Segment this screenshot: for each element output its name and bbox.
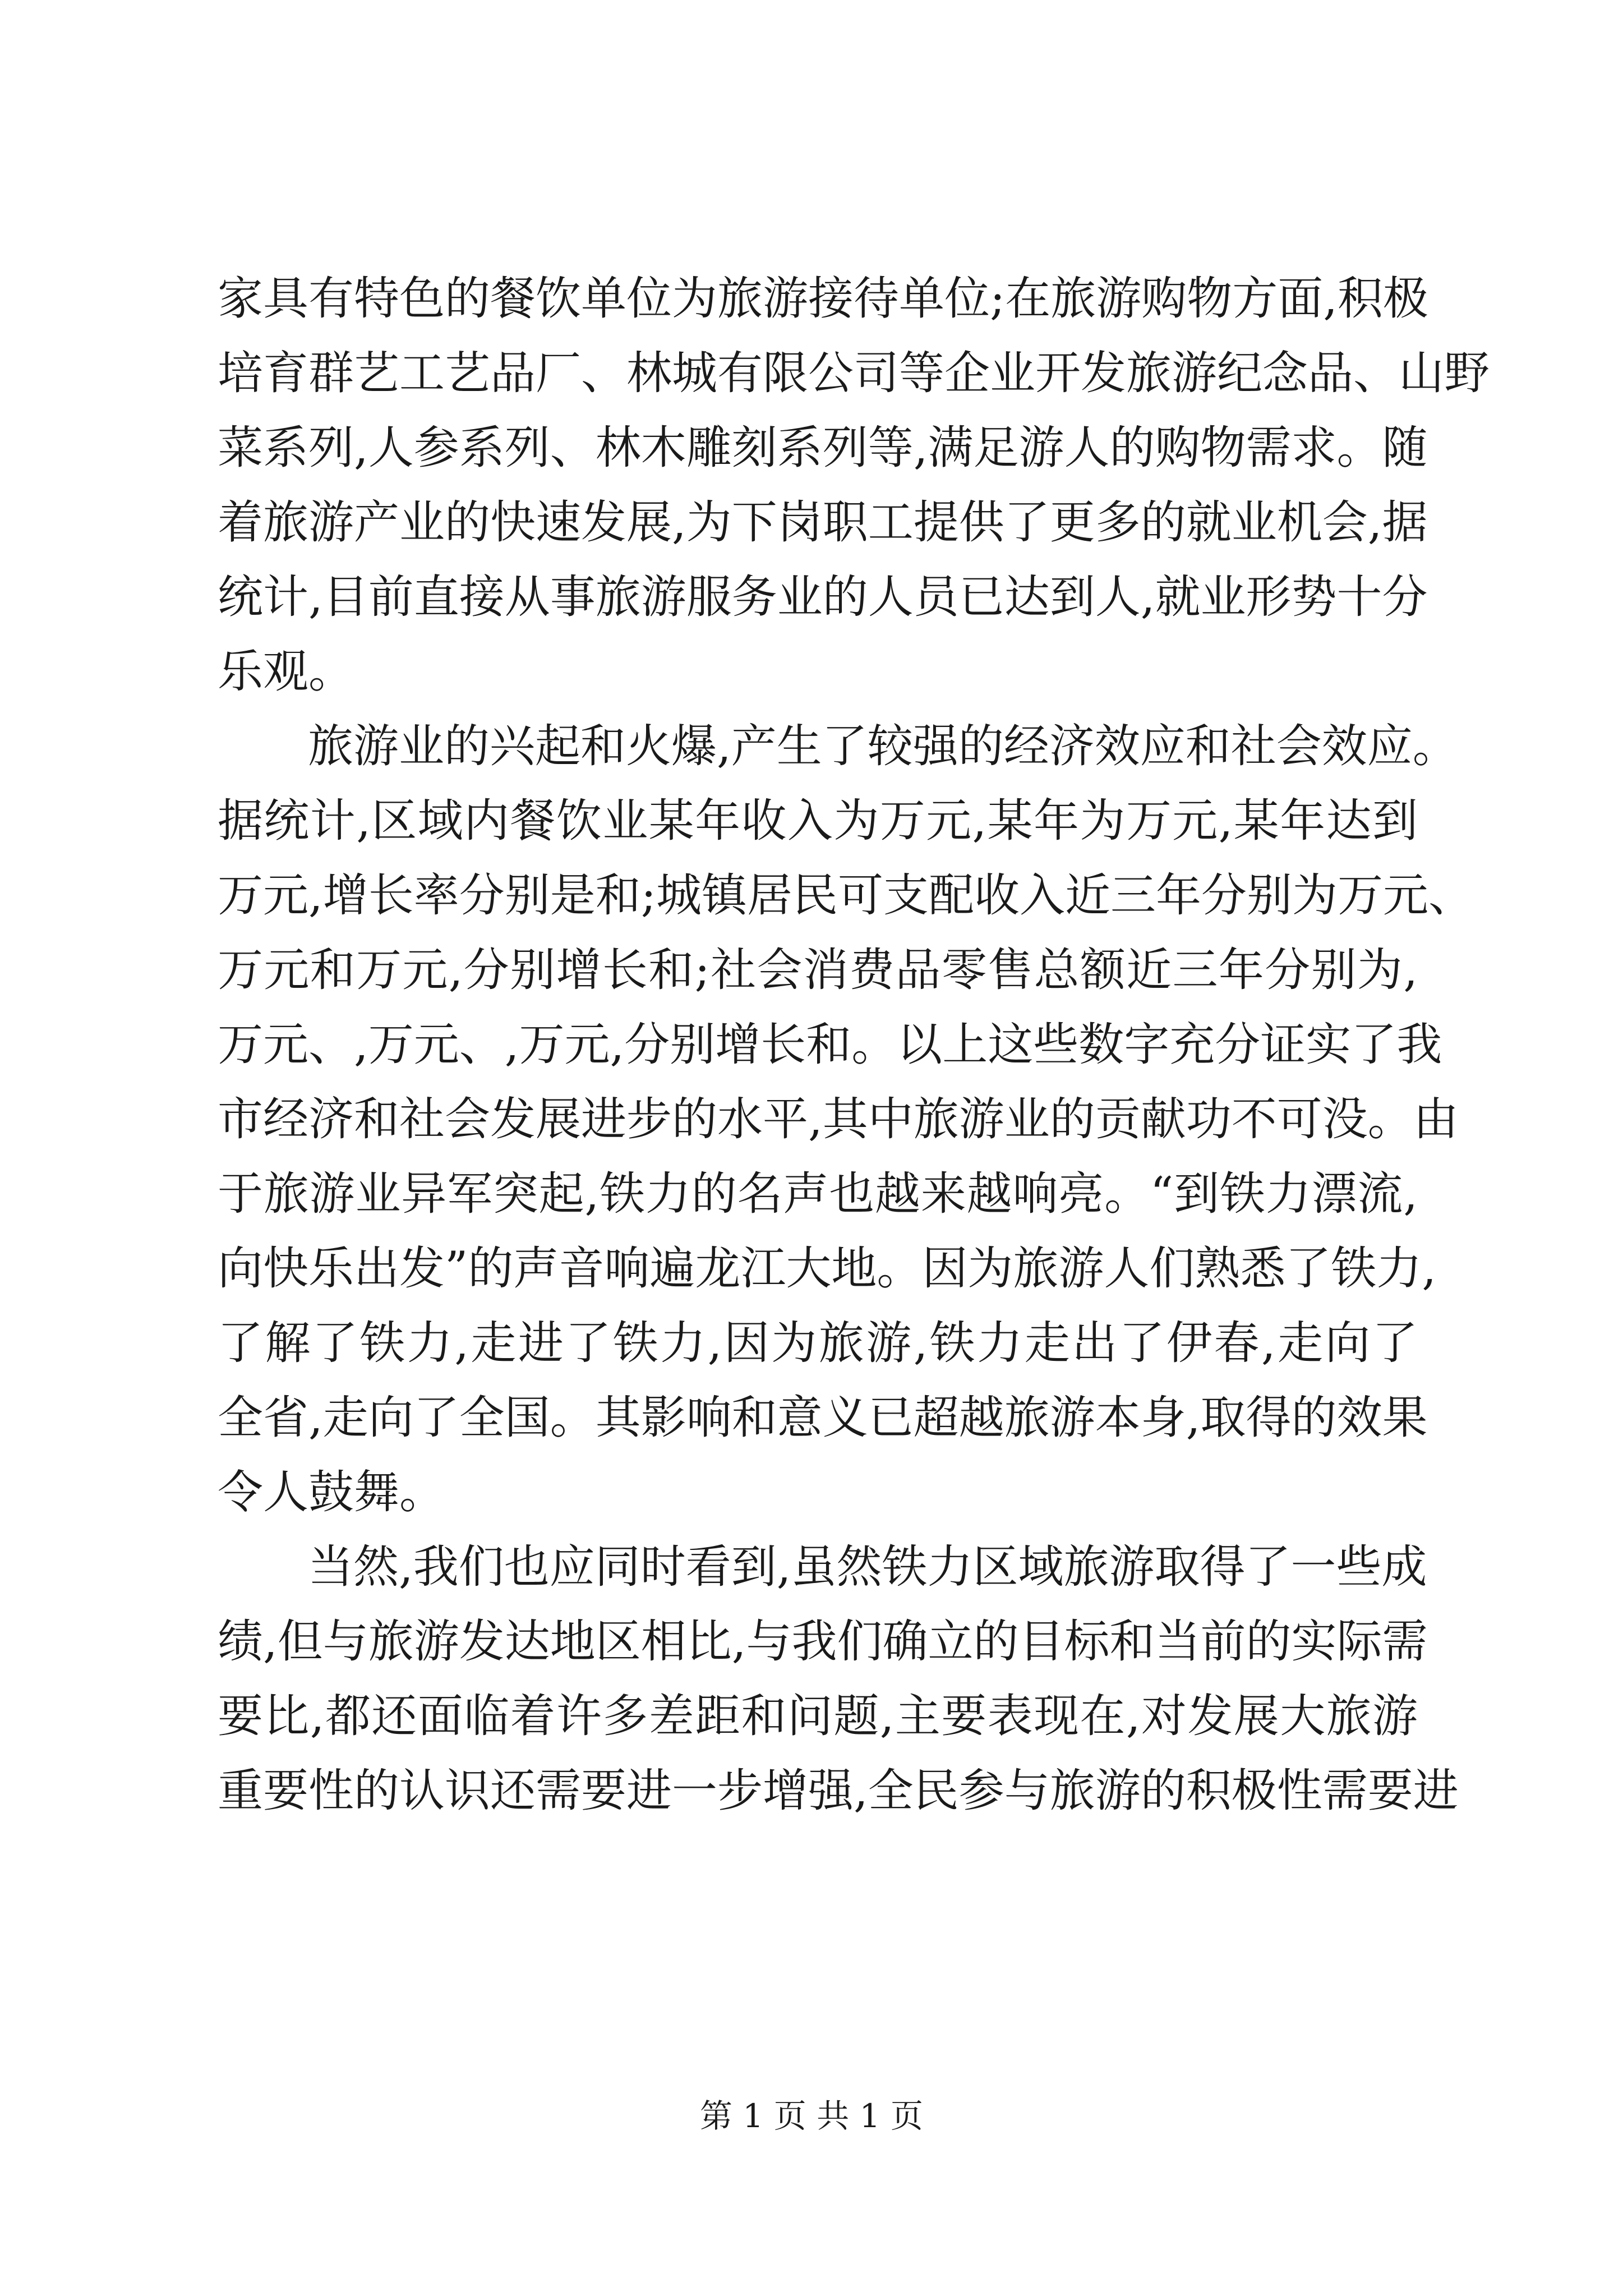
text-line: 了解了铁力,走进了铁力,因为旅游,铁力走出了伊春,走向了	[218, 1317, 1418, 1370]
text-line: 着旅游产业的快速发展,为下岗职工提供了更多的就业机会,据	[218, 496, 1428, 549]
text-line: 据统计,区域内餐饮业某年收入为万元,某年为万元,某年达到	[218, 795, 1418, 848]
paragraph-first-line: 旅游业的兴起和火爆,产生了较强的经济效应和社会效应。	[308, 720, 1458, 773]
text-line: 培育群艺工艺品厂、林城有限公司等企业开发旅游纪念品、山野	[218, 347, 1490, 400]
text-line: 全省,走向了全国。其影响和意义已超越旅游本身,取得的效果	[218, 1392, 1428, 1444]
text-line: 市经济和社会发展进步的水平,其中旅游业的贡献功不可没。由	[218, 1093, 1459, 1146]
text-line: 菜系列,人参系列、林木雕刻系列等,满足游人的购物需求。随	[218, 422, 1428, 475]
text-line: 要比,都还面临着许多差距和问题,主要表现在,对发展大旅游	[218, 1690, 1418, 1743]
text-line: 万元、,万元、,万元,分别增长和。以上这些数字充分证实了我	[218, 1019, 1442, 1071]
text-line: 绩,但与旅游发达地区相比,与我们确立的目标和当前的实际需	[218, 1616, 1428, 1668]
text-line: 统计,目前直接从事旅游服务业的人员已达到人,就业形势十分	[218, 571, 1428, 624]
text-line: 万元和万元,分别增长和;社会消费品零售总额近三年分别为,	[218, 944, 1418, 997]
text-line: 家具有特色的餐饮单位为旅游接待单位;在旅游购物方面,积极	[218, 273, 1429, 325]
text-line: 乐观。	[218, 646, 354, 698]
paragraph-first-line: 当然,我们也应同时看到,虽然铁力区域旅游取得了一些成	[308, 1541, 1427, 1594]
text-line: 于旅游业异军突起,铁力的名声也越来越响亮。“到铁力漂流,	[218, 1168, 1418, 1221]
text-line: 万元,增长率分别是和;城镇居民可支配收入近三年分别为万元、	[218, 869, 1474, 922]
page-footer: 第 1 页 共 1 页	[700, 2097, 923, 2135]
text-line: 重要性的认识还需要进一步增强,全民参与旅游的积极性需要进	[218, 1765, 1459, 1818]
text-line: 令人鼓舞。	[218, 1466, 445, 1519]
text-line: 向快乐出发”的声音响遍龙江大地。因为旅游人们熟悉了铁力,	[218, 1243, 1437, 1295]
